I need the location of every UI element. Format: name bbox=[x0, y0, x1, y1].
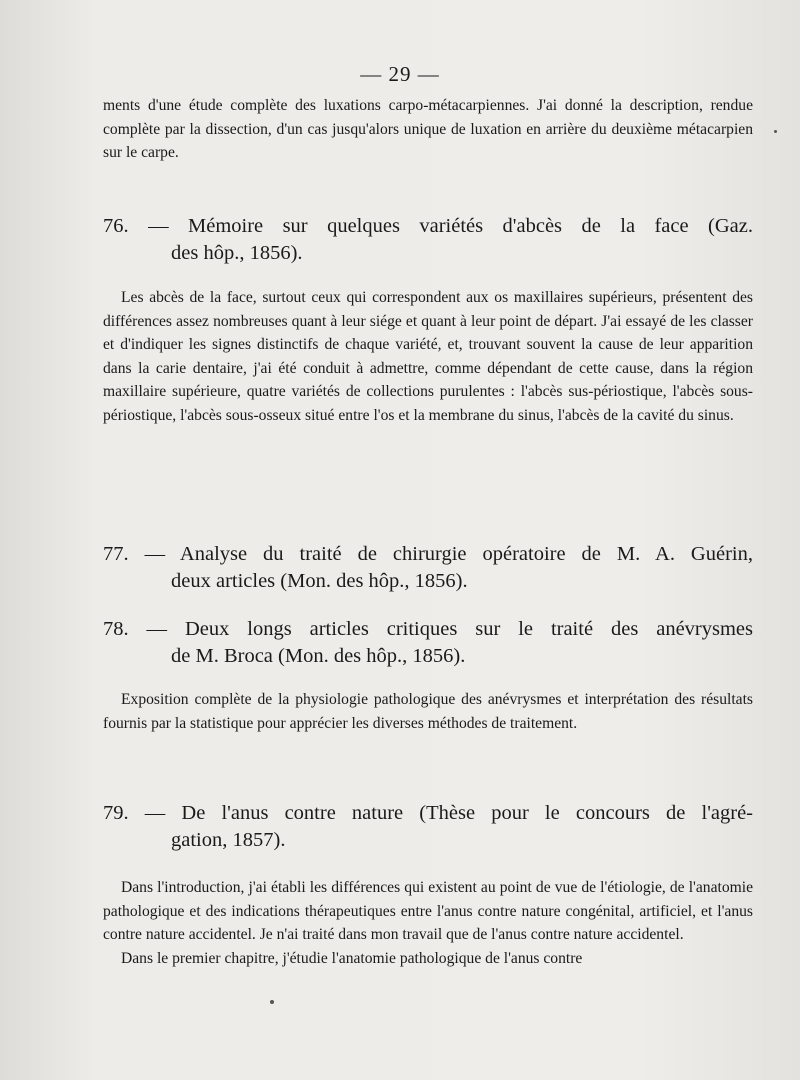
entry-78-title-line2: de M. Broca (Mon. des hôp., 1856). bbox=[171, 645, 466, 667]
entry-76-paragraph: Les abcès de la face, surtout ceux qui correspondent aux os maxillaires supérieurs, présentent des différences assez nombreuses quant à leur siége et quant à leur point de départ. J'ai essayé de les classer et d'indiquer les signes distinctifs de chaque variété, et, trouvant souvent la cause de leur apparition dans la carie dentaire, j'ai été conduit à admettre, comme dépendant de cette cause, dans la région maxillaire supérieure, quatre variétés de collections purulentes : l'abcès sus-périostique, l'abcès sous-périostique, l'abcès sous-osseux situé entre l'os et la membrane du sinus, l'abcès de la cavité du sinus. bbox=[103, 289, 753, 424]
entry-79-title-line2: gation, 1857). bbox=[171, 829, 286, 851]
entry-77-heading bbox=[103, 541, 753, 595]
entry-79-paragraph-2: Dans le premier chapitre, j'étudie l'anatomie pathologique de l'anus contre bbox=[121, 949, 583, 967]
entry-77-title-line1: 77. — Analyse du traité de chirurgie opératoire de M. A. Guérin, bbox=[103, 543, 753, 565]
intro-paragraph-text: ments d'une étude complète des luxations carpo-métacarpiennes. J'ai donné la description, rendue complète par la dissection, d'un cas jusqu'alors unique de luxation en arrière du deuxième métacarpien sur le carpe. bbox=[103, 97, 753, 162]
entry-76-title-line1: 76. — Mémoire sur quelques variétés d'abcès de la face (Gaz. bbox=[103, 215, 753, 237]
ink-speck bbox=[774, 130, 777, 133]
entry-79-heading bbox=[103, 800, 753, 854]
page-number: — 29 — bbox=[360, 62, 440, 86]
entry-79-summary bbox=[103, 876, 753, 970]
entry-78-title-line1: 78. — Deux longs articles critiques sur le traité des anévrysmes bbox=[103, 618, 753, 640]
entry-78-heading bbox=[103, 616, 753, 670]
entry-78-summary bbox=[103, 688, 753, 735]
entry-78-paragraph: Exposition complète de la physiologie pathologique des anévrysmes et interprétation des résultats fournis par la statistique pour apprécier les diverses méthodes de traitement. bbox=[103, 691, 753, 732]
intro-paragraph bbox=[103, 94, 753, 165]
entry-76-heading bbox=[103, 213, 753, 267]
entry-79-paragraph-1: Dans l'introduction, j'ai établi les différences qui existent au point de vue de l'étiologie, de l'anatomie pathologique et des indications thérapeutiques entre l'anus contre nature congénital, artificiel, et l'anus contre nature accidentel. Je n'ai traité dans mon travail que de l'anus contre nature accidentel. bbox=[103, 879, 753, 944]
ink-speck bbox=[270, 1000, 274, 1004]
entry-76-summary bbox=[103, 286, 753, 428]
entry-79-title-line1: 79. — De l'anus contre nature (Thèse pour le concours de l'agré- bbox=[103, 802, 753, 824]
entry-77-title-line2: deux articles (Mon. des hôp., 1856). bbox=[171, 570, 468, 592]
entry-76-title-line2: des hôp., 1856). bbox=[171, 242, 303, 264]
